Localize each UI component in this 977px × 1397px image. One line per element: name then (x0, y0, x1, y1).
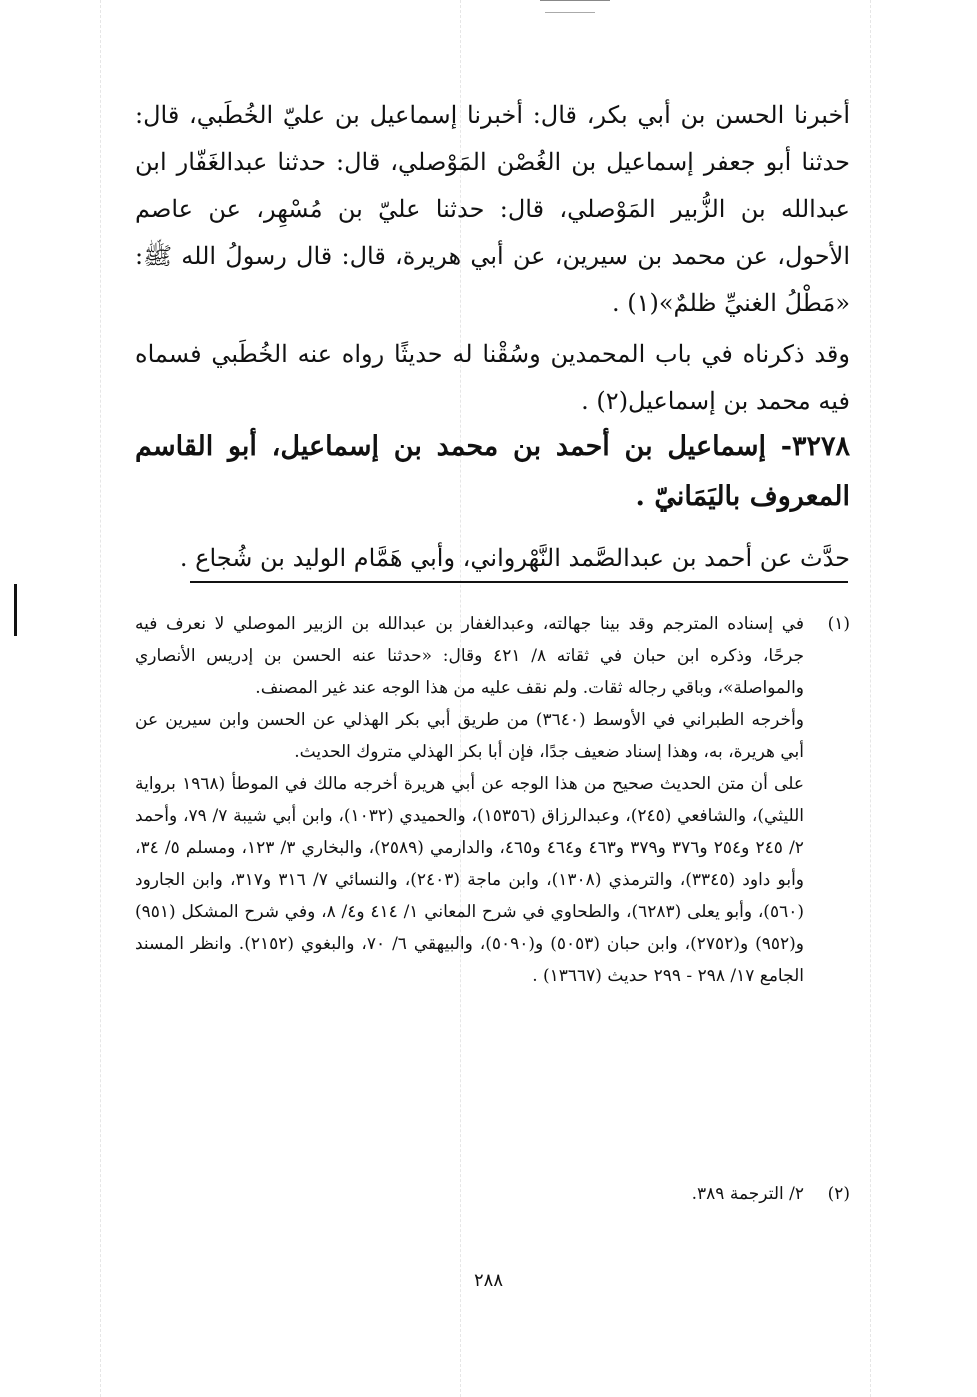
footnote-paragraph: في إسناده المترجم وقد بينا جهالته، وعبدالغفار بن عبدالله بن الزبير الموصلي لا نعرف فيه جرحًا، وذكره ابن حبان في ثقاته ٨/ ٤٢١ وقال: «حدثنا عنه الحسن بن إدريس الأنصاري والمواصلة»، وباقي رجاله ثقات. ولم نقف عليه من هذا الوجه عند غير المصنف. (135, 614, 804, 698)
footnote-1 (135, 608, 850, 992)
footnote-paragraph: وأخرجه الطبراني في الأوسط (٣٦٤٠) من طريق أبي بكر الهذلي عن الحسن وابن سيرين عن أبي هريرة، به، وهذا إسناد ضعيف جدًا، فإن أبا بكر الهذلي متروك الحديث. (135, 710, 804, 762)
main-paragraph-2: وقد ذكرناه في باب المحمدين وسُقْنا له حديثًا رواه عنه الخُطَبي فسماه فيه محمد بن إسماعيل(٢) . (135, 340, 850, 415)
entry-heading: ٣٢٧٨- إسماعيل بن أحمد بن محمد بن إسماعيل، أبو القاسم المعروف باليَمَانيّ . (135, 431, 850, 512)
footnote-text (135, 1178, 804, 1210)
footnote-text (135, 608, 804, 992)
page-number: ٢٨٨ (473, 1270, 503, 1291)
footnote-2 (135, 1178, 850, 1210)
main-text (135, 92, 850, 425)
footnote-separator (190, 581, 848, 583)
footnote-paragraph: على أن متن الحديث صحيح من هذا الوجه عن أبي هريرة أخرجه مالك في الموطأ (١٩٦٨ برواية الليثي)، والشافعي (٢٤٥)، وعبدالرزاق (١٥٣٥٦)، والحميدي (١٠٣٢)، وابن أبي شيبة ٧/ ٧٩، وأحمد ٢/ ٢٤٥ و٢٥٤ و٣٧٦ و٣٧٩ و٤٦٣ و٤٦٤ و٤٦٥، والدارمي (٢٥٨٩)، والبخاري ٣/ ١٢٣، ومسلم ٥/ ٣٤، وأبو داود (٣٣٤٥)، والترمذي (١٣٠٨)، وابن ماجة (٢٤٠٣)، والنسائي ٧/ ٣١٦ و٣١٧، وابن الجارود (٥٦٠)، وأبو يعلى (٦٢٨٣)، والطحاوي في شرح المعاني ١/ ٤١٤ و٤/ ٨، وفي شرح المشكل (٩٥١) و(٩٥٢) و(٢٧٥٢)، وابن حبان (٥٠٥٣) و(٥٠٩٠)، والبيهقي ٦/ ٧٠، والبغوي (٢١٥٢). وانظر المسند الجامع ١٧/ ٢٩٨ - ٢٩٩ حديث (١٣٦٦٧) . (135, 774, 805, 986)
footnote-number: (١) (827, 614, 850, 634)
scan-margin-bar (14, 584, 17, 636)
entry-narration: حدَّث عن أحمد بن عبدالصَّمد النَّهْرواني، وأبي هَمَّام الوليد بن شُجاع . (179, 544, 850, 572)
footnote-paragraph: ٢/ الترجمة ٣٨٩. (691, 1184, 804, 1204)
scan-guide-line (870, 0, 871, 1397)
scan-top-mark (545, 12, 595, 13)
scan-guide-line (100, 0, 101, 1397)
main-paragraph-1: أخبرنا الحسن بن أبي بكر، قال: أخبرنا إسماعيل بن عليّ الخُطَبي، قال: حدثنا أبو جعفر إسماعيل بن الغُصْن المَوْصلي، قال: حدثنا عبدالغَفّار ابن عبدالله بن الزُّبير المَوْصلي، قال: حدثنا عليّ بن مُسْهِر، عن عاصم الأحول، عن محمد بن سيرين، عن أبي هريرة، قال: قال رسولُ الله ﷺ: «مَطْلُ الغنيِّ ظلمٌ»(١) . (135, 101, 850, 317)
scan-top-mark (540, 0, 610, 1)
footnote-number: (٢) (827, 1184, 850, 1204)
